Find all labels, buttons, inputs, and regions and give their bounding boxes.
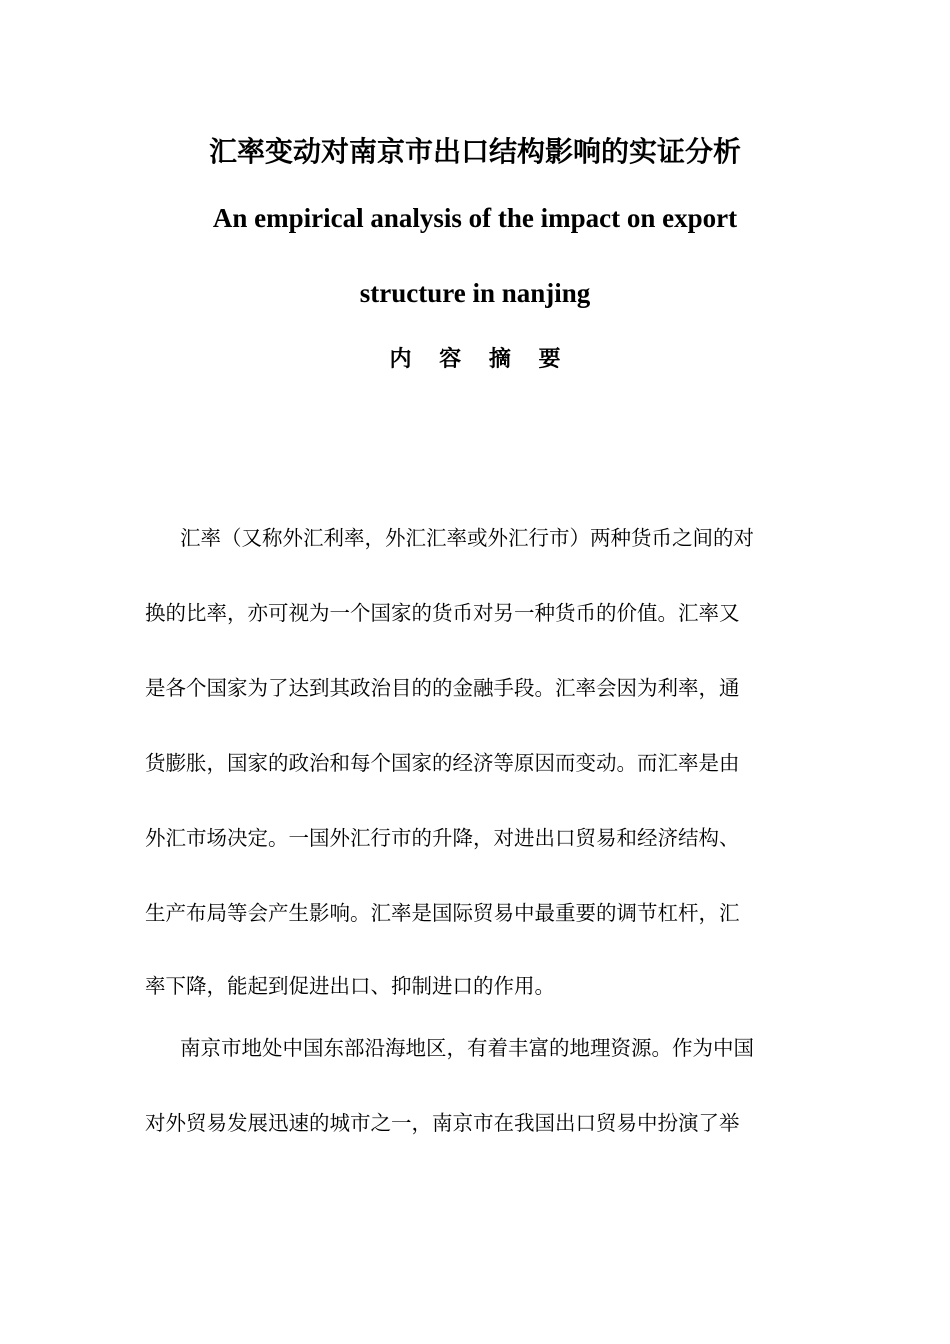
paragraph-1-line-3: 是各个国家为了达到其政治目的的金融手段。汇率会因为利率，通	[145, 676, 740, 700]
abstract-heading: 内 容 摘 要	[389, 347, 571, 372]
paragraph-1-line-7: 率下降，能起到促进出口、抑制进口的作用。	[145, 974, 555, 998]
paragraph-1-line-2: 换的比率，亦可视为一个国家的货币对另一种货币的价值。汇率又	[145, 601, 740, 625]
paragraph-1-line-4: 货膨胀，国家的政治和每个国家的经济等原因而变动。而汇率是由	[145, 751, 740, 775]
paragraph-1-line-6: 生产布局等会产生影响。汇率是国际贸易中最重要的调节杠杆，汇	[145, 901, 740, 925]
document-title-english-line-2: structure in nanjing	[359, 278, 591, 308]
paragraph-2-line-1: 南京市地处中国东部沿海地区，有着丰富的地理资源。作为中国	[180, 1036, 754, 1060]
paragraph-1-line-1: 汇率（又称外汇利率，外汇汇率或外汇行市）两种货币之间的对	[180, 526, 754, 550]
document-title-chinese: 汇率变动对南京市出口结构影响的实证分析	[208, 135, 741, 168]
document-title-english-line-1: An empirical analysis of the impact on export	[212, 203, 738, 233]
paragraph-2-line-2: 对外贸易发展迅速的城市之一，南京市在我国出口贸易中扮演了举	[145, 1111, 740, 1135]
paragraph-1-line-5: 外汇市场决定。一国外汇行市的升降，对进出口贸易和经济结构、	[145, 826, 740, 850]
